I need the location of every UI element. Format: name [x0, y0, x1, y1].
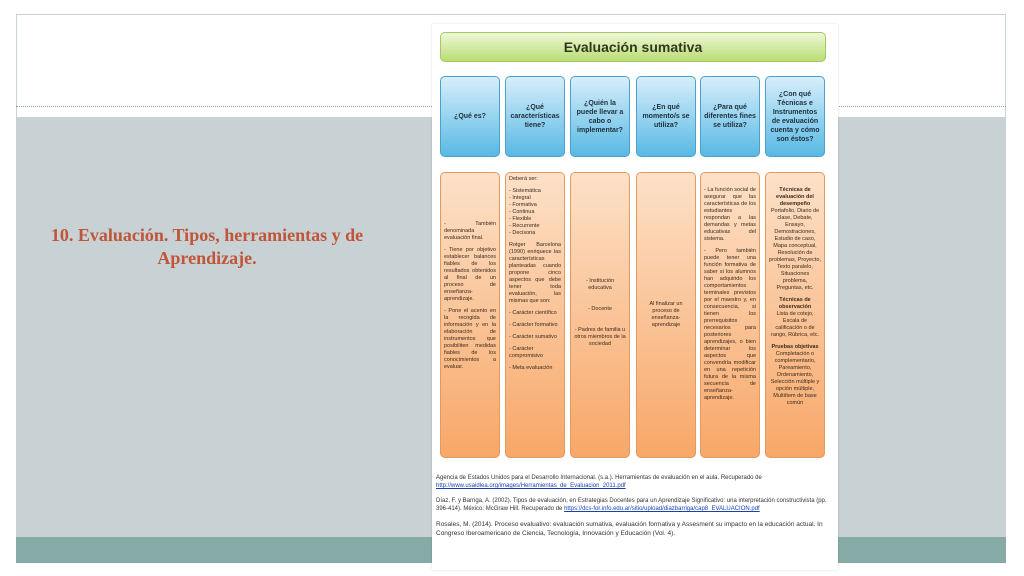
text-line: - Pero también puede tener una función formativa de saber si los alumnos han adquirido los comportamientos terminales previstos por el maestro y, en consecuencia, si tienen los prerrequisitos necesarios para posteriores aprendizajes, o bien determinar los aspectos que convendría modificar en una repetición futura de la misma secuencia de enseñanza-aprendizaje.	[704, 248, 756, 401]
header-purposes: ¿Para qué diferentes fines se utiliza?	[700, 76, 760, 157]
header-techniques: ¿Con qué Técnicas e Instrumentos de evaluación cuenta y cómo son éstos?	[765, 76, 825, 157]
reference-item	[436, 520, 834, 538]
slide-title: 10. Evaluación. Tipos, herramientas y de Aprendizaje.	[50, 225, 364, 268]
reference-link[interactable]: https://dcs-for.info.edu.ar/sitio/upload/diazbarriga/cap8_EVALUACION.pdf	[564, 506, 760, 512]
header-characteristics: ¿Qué características tiene?	[505, 76, 565, 157]
list-item: - Carácter compromisivo	[509, 346, 543, 359]
cell-who	[570, 172, 630, 458]
cell-purposes	[700, 172, 760, 458]
reference-text: Agencia de Estados Unidos para el Desarrollo Internacional. (s.a.). Herramientas de evaluación en el aula. Recuperado de	[436, 475, 762, 481]
list-item: - Carácter formativo	[509, 322, 558, 328]
list-item: - Continua	[509, 209, 535, 215]
cell-when	[636, 172, 696, 458]
list-item: - Meta evaluación	[509, 365, 553, 371]
cell-characteristics	[505, 172, 565, 458]
cell-what-is	[440, 172, 500, 458]
text-line: Portafolio, Diario de clase, Debate, Ensayo, Demostraciones, Estudio de caso, Mapa conceptual, Resolución de problemas, Proyecto, Texto paralelo, Situaciones problema, Preguntas, etc.	[769, 208, 821, 291]
reference-item	[436, 497, 834, 513]
summative-evaluation-figure	[432, 24, 838, 570]
text-line: - Docente	[588, 305, 612, 312]
text-line: - Pone el acento en la recogida de información y en la elaboración de instrumentos que posibiliten medidas fiables de los conocimientos a evaluar.	[444, 308, 496, 370]
list-item: - Decisoria	[509, 230, 536, 236]
text-line: Al finalizar un proceso de enseñanza-aprendizaje	[649, 301, 683, 328]
text-line: - La función social de asegurar que las características de los estudiantes respondan a las demandas y metas educativas del sistema.	[704, 187, 756, 242]
list-item: - Integral	[509, 195, 531, 201]
list-item: - Sistemática	[509, 188, 541, 194]
text-line: Rotger Barcelona (1990) enriquece las características planteadas cuando propone cinco aspectos que debe tener toda evaluación, las mismas que son:	[509, 242, 561, 304]
header-who: ¿Quién la puede llevar a cabo o implementar?	[570, 76, 630, 157]
cell-techniques	[765, 172, 825, 458]
reference-item	[436, 474, 834, 490]
text-line: - Institución educativa	[585, 277, 615, 291]
reference-link[interactable]: http://www.usaidlea.org/images/Herramientas_de_Evaluacion_2011.pdf	[436, 483, 626, 489]
reference-text: Rosales, M. (2014). Proceso evaluativo: evaluación sumativa, evaluación formativa y Assesment su impacto en la educación actual. In Congreso Iberoamericano de Ciencia, Tecnología, Innovación y Educación (Vol. 4).	[436, 521, 823, 537]
list-item: - Flexible	[509, 216, 532, 222]
header-when: ¿En qué momento/s se utiliza?	[636, 76, 696, 157]
text-line: - Tiene por objetivo establecer balances fiables de los resultados obtenidos al final de un proceso de enseñanza-aprendizaje.	[444, 247, 496, 302]
references	[436, 474, 834, 545]
list-item: - Carácter sumativo	[509, 334, 557, 340]
list-item: - Carácter científico	[509, 310, 557, 316]
text-line: - Padres de familia u otros miembros de la sociedad	[574, 326, 626, 347]
figure-banner: Evaluación sumativa	[440, 32, 826, 62]
text-line: Lista de cotejo, Escala de calificación o de rango, Rúbrica, etc.	[771, 311, 819, 338]
subheading: Pruebas objetivas	[771, 344, 819, 350]
list-item: - Formativa	[509, 202, 537, 208]
text-line: Completación o complementario, Pareamiento, Ordenamiento, Selección múltiple y opción múltiple, Multiítem de base común	[770, 351, 820, 406]
list-item: - Recurrente	[509, 223, 540, 229]
text-line: - También denominada evaluación final.	[444, 221, 496, 241]
subheading: Técnicas de evaluación del desempeño	[776, 187, 814, 207]
header-what-is: ¿Qué es?	[440, 76, 500, 157]
text-line: Deberá ser:	[509, 176, 538, 182]
reference-text: Díaz, F. y Barriga, A. (2002). Tipos de evaluación, en Estrategias Docentes para un Aprendizaje Significativo: una interpretación constructivista (pp. 396-414). México: McGraw Hill. Recuperado de	[436, 498, 827, 512]
subheading: Técnicas de observación	[778, 297, 812, 310]
